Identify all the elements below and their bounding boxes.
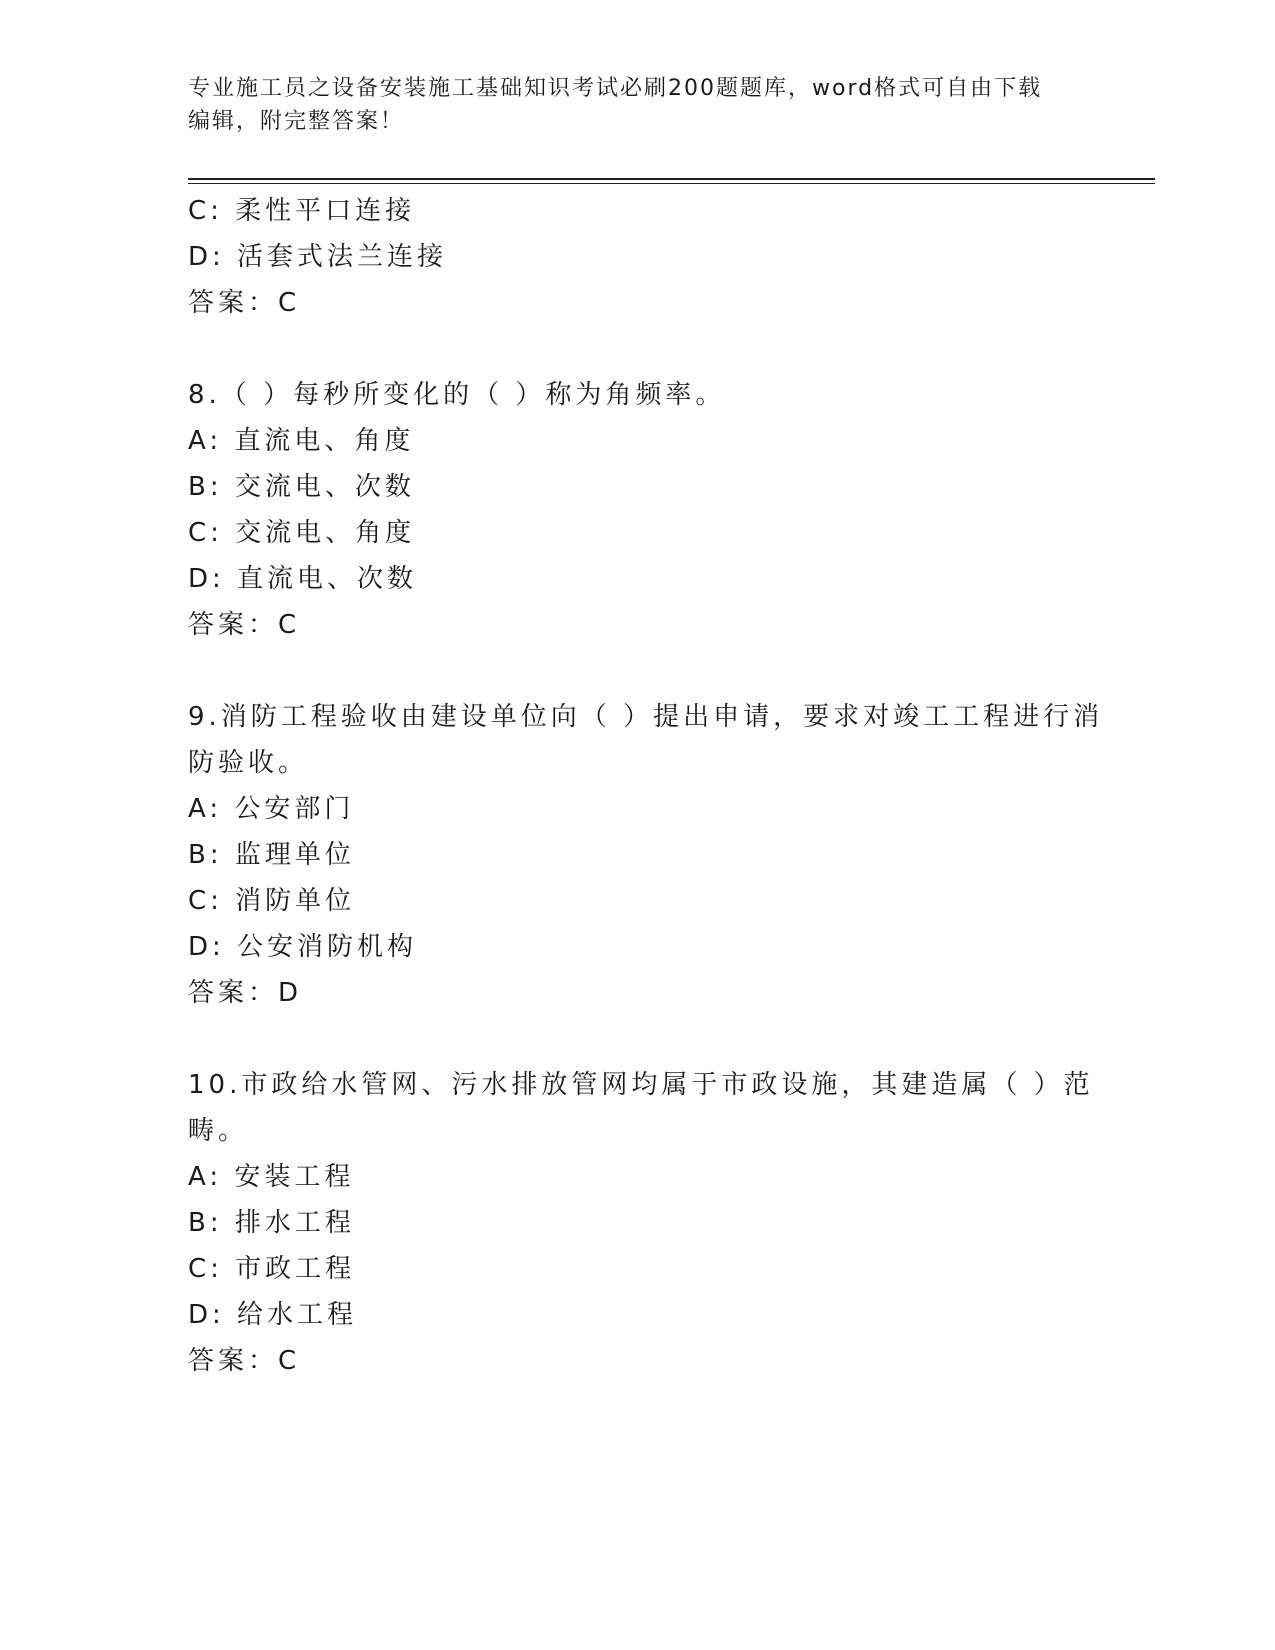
option-b: B: 交流电、次数	[188, 472, 415, 502]
option-b: B: 监理单位	[188, 840, 355, 870]
answer-line: 答案：C	[188, 610, 301, 640]
header-divider-thin	[188, 183, 1155, 184]
question-list	[188, 188, 1104, 1384]
header-line-1: 专业施工员之设备安装施工基础知识考试必刷200题题库，word格式可自由下载	[188, 76, 1043, 101]
header-line-2: 编辑，附完整答案！	[188, 109, 405, 134]
answer-line: 答案：C	[188, 288, 301, 318]
option-c: C: 柔性平口连接	[188, 196, 416, 226]
question-stem-continued: 畴。	[188, 1116, 249, 1146]
question-stem: 9.消防工程验收由建设单位向（ ）提出申请，要求对竣工工程进行消	[188, 702, 1104, 732]
answer-line: 答案：D	[188, 978, 303, 1008]
question-spacer	[188, 1016, 1088, 1062]
question-spacer	[188, 648, 1088, 694]
question-stem: 8.（ ）每秒所变化的（ ）称为角频率。	[188, 380, 726, 410]
option-d: D: 公安消防机构	[188, 932, 418, 962]
question-spacer	[188, 326, 1088, 372]
question-stem: 10.市政给水管网、污水排放管网均属于市政设施，其建造属（ ）范	[188, 1070, 1094, 1100]
option-d: D: 活套式法兰连接	[188, 242, 448, 272]
question-stem-continued: 防验收。	[188, 748, 309, 778]
option-c: C: 市政工程	[188, 1254, 356, 1284]
option-d: D: 给水工程	[188, 1300, 358, 1330]
option-a: A: 直流电、角度	[188, 426, 415, 456]
answer-line: 答案：C	[188, 1346, 301, 1376]
option-b: B: 排水工程	[188, 1208, 355, 1238]
document-header	[188, 72, 1088, 138]
option-a: A: 公安部门	[188, 794, 355, 824]
option-c: C: 交流电、角度	[188, 518, 416, 548]
option-a: A: 安装工程	[188, 1162, 355, 1192]
option-d: D: 直流电、次数	[188, 564, 418, 594]
header-divider-thick	[188, 178, 1155, 180]
option-c: C: 消防单位	[188, 886, 356, 916]
